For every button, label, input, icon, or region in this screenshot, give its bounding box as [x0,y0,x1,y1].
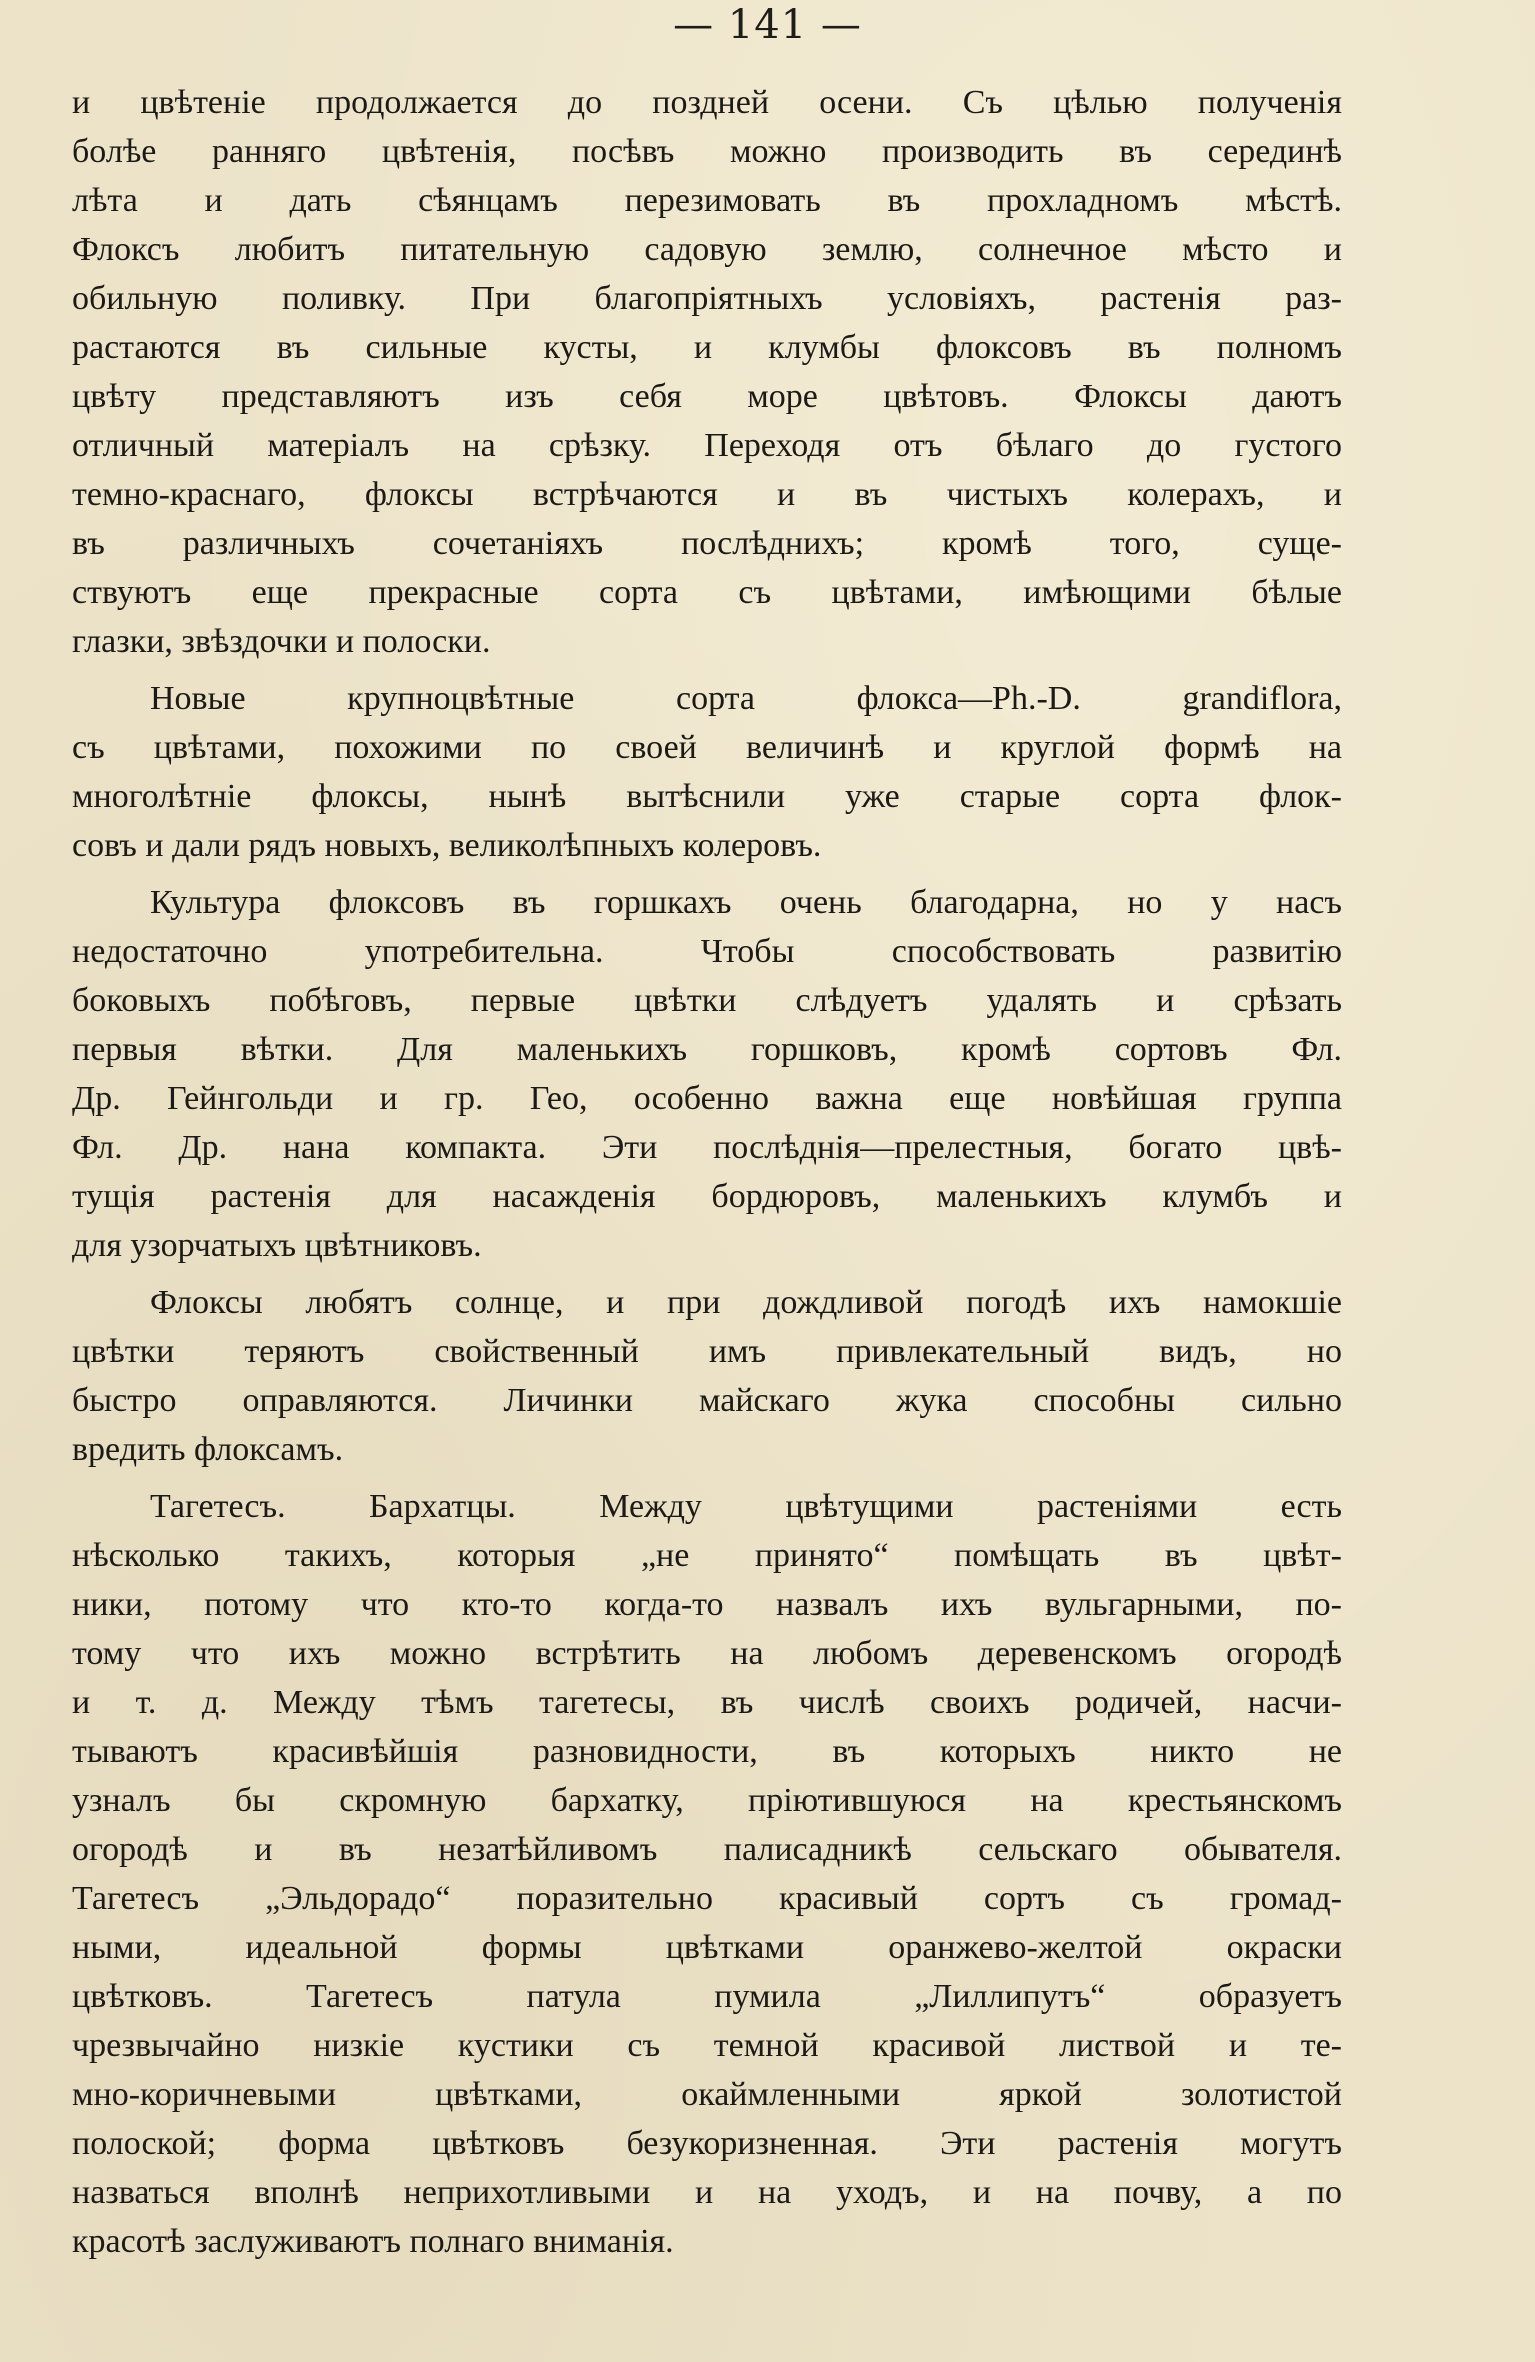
text-line: Фл. Др. нана компакта. Эти послѣднія—прелестныя, богато цвѣ- [72,1129,1342,1166]
text-line: растаются въ сильные кусты, и клумбы флоксовъ въ полномъ [72,329,1342,366]
text-line: недостаточно употребительна. Чтобы способствовать развитію [72,933,1342,970]
text-line: многолѣтніе флоксы, нынѣ вытѣснили уже старые сорта флок- [72,778,1342,815]
text-line: совъ и дали рядъ новыхъ, великолѣпныхъ колеровъ. [72,827,822,864]
text-line: первыя вѣтки. Для маленькихъ горшковъ, кромѣ сортовъ Фл. [72,1031,1342,1068]
text-line: ными, идеальной формы цвѣтками оранжево-желтой окраски [72,1929,1342,1966]
paragraph-phlox-sun [72,1278,1342,1474]
text-line: Культура флоксовъ въ горшкахъ очень благодарна, но у насъ [150,884,1342,921]
text-line: Новые крупноцвѣтные сорта флокса—Ph.-D. grandiflora, [150,680,1342,717]
paragraph-grandiflora [72,674,1342,870]
text-line: тому что ихъ можно встрѣтить на любомъ деревенскомъ огородѣ [72,1635,1342,1672]
text-line: лѣта и дать сѣянцамъ перезимовать въ прохладномъ мѣстѣ. [72,182,1342,219]
text-line: съ цвѣтами, похожими по своей величинѣ и круглой формѣ на [72,729,1342,766]
text-line: отличный матеріалъ на срѣзку. Переходя отъ бѣлаго до густого [72,427,1342,464]
text-line: ники, потому что кто-то когда-то назвалъ ихъ вульгарными, по- [72,1586,1342,1623]
text-line: въ различныхъ сочетаніяхъ послѣднихъ; кромѣ того, суще- [72,525,1342,562]
text-line: Др. Гейнгольди и гр. Гео, особенно важна еще новѣйшая группа [72,1080,1342,1117]
text-line: и т. д. Между тѣмъ тагетесы, въ числѣ своихъ родичей, насчи- [72,1684,1342,1721]
text-line: глазки, звѣздочки и полоски. [72,623,491,660]
text-line: нѣсколько такихъ, которыя „не принято“ помѣщать въ цвѣт- [72,1537,1342,1574]
text-line: тущія растенія для насажденія бордюровъ, маленькихъ клумбъ и [72,1178,1342,1215]
text-line: мно-коричневыми цвѣтками, окаймленными яркой золотистой [72,2076,1342,2113]
text-line: цвѣту представляютъ изъ себя море цвѣтовъ. Флоксы даютъ [72,378,1342,415]
text-line: тываютъ красивѣйшія разновидности, въ которыхъ никто не [72,1733,1342,1770]
text-line: цвѣтковъ. Тагетесъ патула пумила „Лиллипутъ“ образуетъ [72,1978,1342,2015]
paragraph-tagetes [72,1482,1342,2266]
text-column [72,78,1342,2266]
text-line: красотѣ заслуживаютъ полнаго вниманія. [72,2223,674,2260]
paragraph-pot-culture [72,878,1342,1270]
text-line: огородѣ и въ незатѣйливомъ палисадникѣ сельскаго обывателя. [72,1831,1342,1868]
text-line: Тагетесъ „Эльдорадо“ поразительно красивый сортъ съ громад- [72,1880,1342,1917]
text-line: болѣе ранняго цвѣтенія, посѣвъ можно производить въ серединѣ [72,133,1342,170]
text-line: обильную поливку. При благопріятныхъ условіяхъ, растенія раз- [72,280,1342,317]
text-line: назваться вполнѣ неприхотливыми и на уходъ, и на почву, а по [72,2174,1342,2211]
text-line: Флоксы любятъ солнце, и при дождливой погодѣ ихъ намокшіе [150,1284,1342,1321]
text-line: полоской; форма цвѣтковъ безукоризненная. Эти растенія могутъ [72,2125,1342,2162]
text-line: вредить флоксамъ. [72,1431,344,1468]
page-number: — 141 — [673,2,862,48]
text-line: темно-краснаго, флоксы встрѣчаются и въ чистыхъ колерахъ, и [72,476,1342,513]
text-line: ствуютъ еще прекрасные сорта съ цвѣтами, имѣющими бѣлые [72,574,1342,611]
text-line: Тагетесъ. Бархатцы. Между цвѣтущими растеніями есть [150,1488,1342,1525]
text-line: и цвѣтеніе продолжается до поздней осени. Съ цѣлью полученія [72,84,1342,121]
text-line: узналъ бы скромную бархатку, пріютившуюся на крестьянскомъ [72,1782,1342,1819]
text-line: быстро оправляются. Личинки майскаго жука способны сильно [72,1382,1342,1419]
paragraph-phlox-culture [72,78,1342,666]
text-line: для узорчатыхъ цвѣтниковъ. [72,1227,482,1264]
text-line: цвѣтки теряютъ свойственный имъ привлекательный видъ, но [72,1333,1342,1370]
text-line: чрезвычайно низкіе кустики съ темной красивой листвой и те- [72,2027,1342,2064]
text-line: боковыхъ побѣговъ, первые цвѣтки слѣдуетъ удалять и срѣзать [72,982,1342,1019]
text-line: Флоксъ любитъ питательную садовую землю, солнечное мѣсто и [72,231,1342,268]
